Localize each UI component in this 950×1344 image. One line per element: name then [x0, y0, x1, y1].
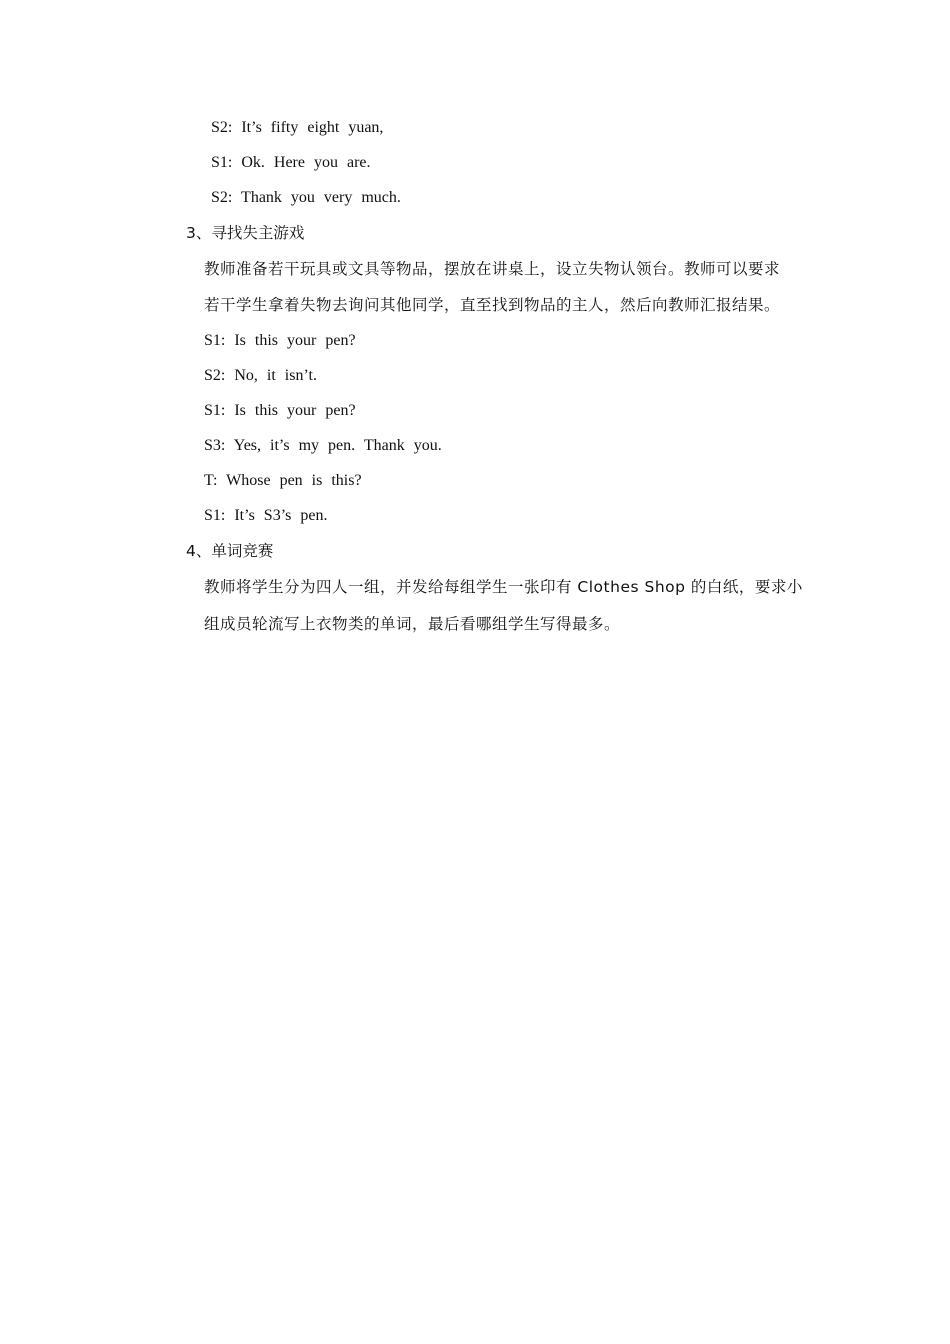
- paragraph-line: 教师准备若干玩具或文具等物品，摆放在讲桌上，设立失物认领台。教师可以要求: [204, 260, 781, 278]
- paragraph-line: 教师将学生分为四人一组，并发给每组学生一张印有 Clothes Shop 的白纸，要求小: [204, 578, 803, 596]
- dialogue-line: S2: It’s fifty eight yuan,: [211, 119, 384, 136]
- dialogue-line: S2: No, it isn’t.: [204, 367, 317, 384]
- dialogue-line: S2: Thank you very much.: [211, 189, 401, 206]
- dialogue-line: T: Whose pen is this?: [204, 472, 362, 489]
- dialogue-line: S1: Ok. Here you are.: [211, 154, 371, 171]
- dialogue-line: S1: Is this your pen?: [204, 332, 356, 349]
- paragraph-line: 组成员轮流写上衣物类的单词，最后看哪组学生写得最多。: [204, 615, 621, 633]
- dialogue-line: S1: It’s S3’s pen.: [204, 507, 328, 524]
- section-heading: 3、寻找失主游戏: [186, 224, 305, 242]
- dialogue-line: S1: Is this your pen?: [204, 402, 356, 419]
- paragraph-line: 若干学生拿着失物去询问其他同学，直至找到物品的主人，然后向教师汇报结果。: [204, 296, 781, 314]
- dialogue-line: S3: Yes, it’s my pen. Thank you.: [204, 437, 442, 454]
- section-heading: 4、单词竞赛: [186, 542, 274, 560]
